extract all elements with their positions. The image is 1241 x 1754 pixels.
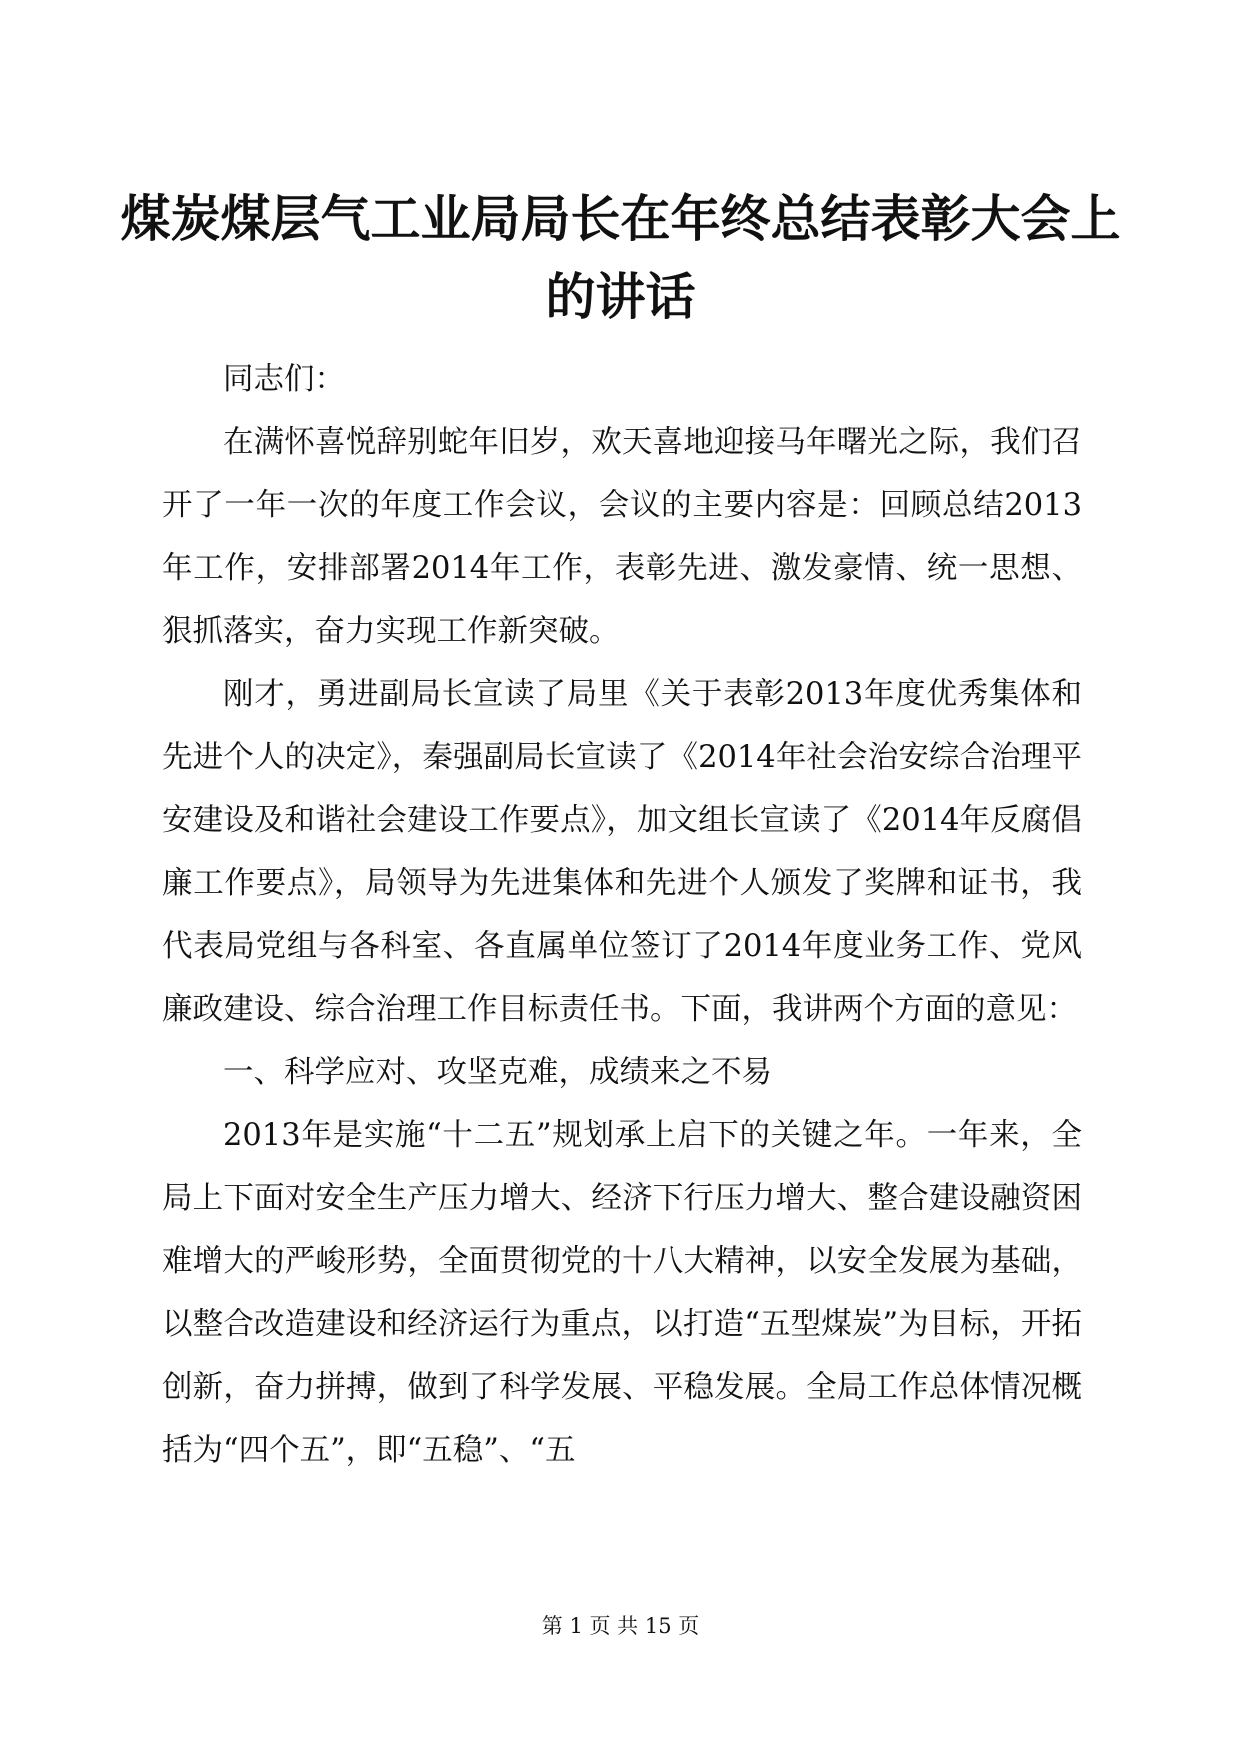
title-line-1: 煤炭煤层气工业局局长在年终总结表彰大会上 xyxy=(120,189,1121,248)
page-number: 第 1 页 共 15 页 xyxy=(541,1614,700,1638)
salutation: 同志们： xyxy=(223,362,345,397)
paragraph-review: 刚才，勇进副局长宣读了局里《关于表彰2013年度优秀集体和先进个人的决定》，秦强副局长宣读了《2014年社会治安综合治理平安建设及和谐社会建设工作要点》，加文组长宣读了《2014年反腐倡廉工作要点》，局领导为先进集体和先进个人颁发了奖牌和证书，我代表局党组与各科室、各直属单位签订了2014年度业务工作、党风廉政建设、综合治理工作目标责任书。下面，我讲两个方面的意见： xyxy=(162,677,1082,1027)
document-body xyxy=(162,348,1082,1482)
section-heading-1: 一、科学应对、攻坚克难，成绩来之不易 xyxy=(223,1055,772,1090)
document-title xyxy=(120,180,1121,336)
title-line-2: 的讲话 xyxy=(545,267,696,326)
paragraph-2013: 2013年是实施“十二五”规划承上启下的关键之年。一年来，全局上下面对安全生产压力增大、经济下行压力增大、整合建设融资困难增大的严峻形势，全面贯彻党的十八大精神，以安全发展为基础，以整合改造建设和经济运行为重点，以打造“五型煤炭”为目标，开拓创新，奋力拼搏，做到了科学发展、平稳发展。全局工作总体情况概括为“四个五”，即“五稳”、“五 xyxy=(162,1118,1082,1468)
page-footer xyxy=(0,1612,1241,1640)
paragraph-intro: 在满怀喜悦辞别蛇年旧岁，欢天喜地迎接马年曙光之际，我们召开了一年一次的年度工作会议，会议的主要内容是：回顾总结2013年工作，安排部署2014年工作，表彰先进、激发豪情、统一思想、狠抓落实，奋力实现工作新突破。 xyxy=(162,425,1082,649)
